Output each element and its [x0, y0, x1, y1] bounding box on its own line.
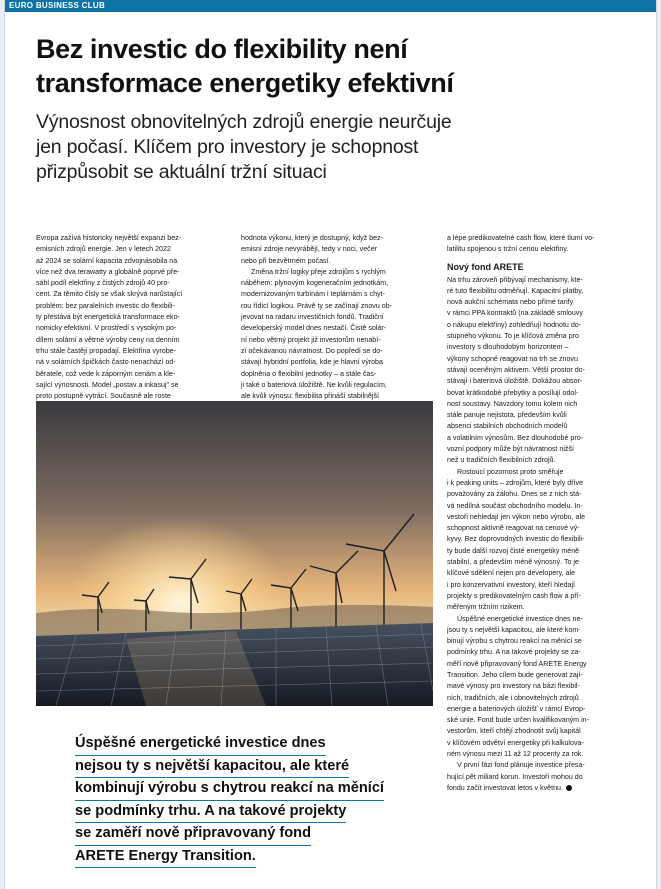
magazine-page: [4, 0, 657, 889]
text-line: vozní podpory může být návratnost nižší: [447, 445, 574, 454]
text-line: nebo při bezvětrném počasí.: [241, 256, 331, 265]
text-line: ném výnosu mezi 11 až 12 procenty za rok.: [447, 750, 584, 759]
text-line: stávají oceněným aktivem. Větší prostor do-: [447, 365, 585, 374]
article-column-2: [241, 233, 439, 402]
text-line: ské unie. Fond bude určen kvalifikovaným in-: [447, 716, 589, 725]
text-line: proto postupně vytrácí. Současně ale roste: [36, 392, 171, 401]
text-line: ji také o bateriová úložiště. Ne kvůli regulacím,: [241, 380, 387, 389]
text-line: dílem solární a větrné výroby ceny na denním: [36, 335, 180, 344]
text-line: zí očekávanou návratnost. Do popředí se do-: [241, 346, 383, 355]
article-column-3: [447, 233, 643, 794]
subtitle-line: Výnosnost obnovitelných zdrojů energie neurčuje: [36, 111, 452, 133]
text-line: ních, tradičních, ale i obnovitelných zdrojů: [447, 693, 579, 702]
text-line: stupného výkonu. To je klíčová změna pro: [447, 332, 579, 341]
text-line: Na trhu zároveň přibývají mechanismy, kte-: [447, 275, 583, 284]
article-title: [36, 32, 636, 100]
text-line: stabilní, a především méně výnosný. To je: [447, 558, 579, 567]
text-line: schopnost aktivně reagovat na cenové vý-: [447, 524, 580, 533]
text-line: binují výrobu s chytrou reakcí na měnící se: [447, 637, 582, 646]
wind-solar-farm-photo: [36, 401, 433, 706]
end-of-article-mark: [566, 785, 572, 791]
text-line: v rámci PPA kontraktů (na základě smlouvy: [447, 309, 583, 318]
text-line: fondu začít investovat letos v květnu.: [447, 783, 643, 794]
text-line: latilitu spojenou s tržní cenou elektřiny.: [447, 245, 569, 254]
text-line: sáhl podíl elektřiny z čistých zdrojů 40 pro-: [36, 279, 170, 288]
text-line: rou řídicí logikou. Právě ty se začínají znovu ob-: [241, 301, 393, 310]
text-line: vestorům, kteří chtějí zhodnotit svůj kapitál: [447, 727, 581, 736]
quote-line: se zaměří nově připravovaný fond: [75, 823, 311, 846]
text-line: nomicky efektivní. V prostředí s vysokým po-: [36, 324, 177, 333]
text-line: ale kvůli výnosu: flexibilita přináší stabilnější: [241, 392, 379, 401]
section-label: EURO BUSINESS CLUB: [9, 1, 106, 10]
text-line: Úspěšné energetické investice dnes ne-: [457, 614, 583, 623]
text-line: ná v solárních špičkách často nenachází od-: [36, 358, 176, 367]
subtitle-line: jen počasí. Klíčem pro investory je schopnost: [36, 136, 419, 158]
section-bar: [5, 0, 656, 12]
subtitle-line: přizpůsobit se aktuální tržní situaci: [36, 161, 327, 183]
text-line: ty bude další rozvoj čisté energetiky méně: [447, 546, 580, 555]
text-line: nost soustavy. Navzdory tomu kolem nich: [447, 399, 578, 408]
text-line: kyvy. Bez doprovodných investic do flexibili-: [447, 535, 585, 544]
text-line: než u tradičních flexibilních zdrojů.: [447, 456, 556, 465]
text-line: energie a bateriových úložišť v rámci Evrop-: [447, 704, 586, 713]
subheading: Nový fond ARETE: [447, 261, 524, 272]
text-line: i pro konzervativní investory, kteří hledají: [447, 580, 576, 589]
quote-line: nejsou ty s největší kapacitou, ale které: [75, 756, 349, 779]
text-line: investory s dlouhodobým horizontem –: [447, 343, 569, 352]
quote-line: Úspěšné energetické investice dnes: [75, 733, 326, 756]
text-line: Změna tržní logiky přeje zdrojům s rychlým: [251, 267, 386, 276]
text-line: problém: bez paralelních investic do flexibili-: [36, 301, 175, 310]
text-line: developerský model dnes nestačí. Čistě solár-: [241, 324, 387, 333]
text-line: sající výnosnosti. Model „postav a inkasuj" se: [36, 380, 179, 389]
text-line: běratele, což vede k záporným cenám a kle-: [36, 369, 176, 378]
text-line: klíčové sdělení nejen pro developery, ale: [447, 569, 576, 578]
text-line: trhu stále častěji propadají. Elektřina vyrobe-: [36, 346, 176, 355]
text-line: a volatilním výnosům. Bez dlouhodobé pro-: [447, 433, 584, 442]
text-line: i k peaking units – zdrojům, které byly dříve: [447, 478, 584, 487]
quote-line: se podmínky trhu. A na takové projekty: [75, 801, 346, 824]
text-line: Rostoucí pozornost proto směřuje: [457, 467, 564, 476]
text-line: stávají hybridní portfolia, kde je hlavní výroba: [241, 358, 383, 367]
title-line: Bez investic do flexibility není: [36, 34, 408, 64]
text-line: V první fázi fond plánuje investice přesa-: [457, 761, 585, 770]
text-line: mavé výnosy pro investory na bázi flexibil-: [447, 682, 580, 691]
text-line: nová aukční schémata nebo přímé tarify: [447, 298, 574, 307]
text-line: ré tuto flexibilitu odměňují. Kapacitní platby,: [447, 286, 584, 295]
text-line: výkony schopné reagovat na trh se znovu: [447, 354, 578, 363]
text-line: v klíčovém odvětví energetiky při kalkulova-: [447, 738, 584, 747]
quote-line: ARETE Energy Transition.: [75, 846, 256, 869]
text-line: vestoři nehledají jen výkon nebo výrobu, ale: [447, 512, 586, 521]
text-line: stávají i bateriová úložiště. Dokážou absor-: [447, 377, 583, 386]
text-line: podmínky trhu. A na takové projekty se za-: [447, 648, 581, 657]
text-line: hodnota výkonu, který je dostupný, když bez-: [241, 234, 383, 242]
text-line: a lépe predikovatelné cash flow, které tlumí vo-: [447, 234, 595, 242]
text-line: cent. Za těmito čísly se však skrývá narůstající: [36, 290, 183, 299]
text-line: Transition. Jeho cílem bude generovat zají-: [447, 670, 583, 679]
text-line: měří nově připravovaný fond ARETE Energy: [447, 659, 587, 668]
text-line: emisní zdroje nevyrábějí, tedy v noci, večer: [241, 245, 378, 254]
text-line: jsou ty s největší kapacitou, ale které kom-: [447, 625, 581, 634]
article-subtitle: [36, 110, 636, 185]
text-line: ní nebo větrný projekt již investorům nenabí-: [241, 335, 381, 344]
pull-quote: [75, 733, 435, 868]
text-line: projekty s predikovatelným cash flow a pří-: [447, 591, 582, 600]
text-line: jevovat na radaru investičních fondů. Tradiční: [241, 313, 384, 322]
text-line: o nákupu elektřiny) zohledňují hodnotu do-: [447, 320, 582, 329]
text-line: Evropa zažívá historicky největší expanzi bez-: [36, 234, 182, 242]
text-line: ty přestává být energetická transformace eko-: [36, 313, 180, 322]
article-column-1: [36, 233, 234, 402]
text-line: emisních zdrojů energie. Jen v letech 2022: [36, 245, 171, 254]
title-line: transformace energetiky efektivní: [36, 68, 454, 98]
text-line: hující pět miliard korun. Investoři mohou do: [447, 772, 583, 781]
text-line: bovat krátkodobé přebytky a posílují odol-: [447, 388, 579, 397]
text-line: považovány za zálohu. Dnes se z nich stá-: [447, 490, 582, 499]
text-line: modernizovaným turbínám i teplárnám s chyt-: [241, 290, 385, 299]
text-line: stále panuje nejistota, především kvůli: [447, 411, 567, 420]
text-line: více než dva terawatty a globálně poprvé pře-: [36, 267, 180, 276]
text-line: absenci stabilních obchodních modelů: [447, 422, 568, 431]
quote-line: kombinují výrobu s chytrou reakcí na měnící: [75, 778, 384, 801]
text-line: doplněna o flexibilní jednotky – a stále čas-: [241, 369, 377, 378]
text-line: vá nedílná součást obchodního modelu. In-: [447, 501, 583, 510]
text-line: náběhem: plynovým kogeneračním jednotkám,: [241, 279, 389, 288]
text-line: měřeným tržním rizikem.: [447, 603, 525, 612]
text-line: až 2024 se solární kapacita zdvojnásobila na: [36, 256, 178, 265]
